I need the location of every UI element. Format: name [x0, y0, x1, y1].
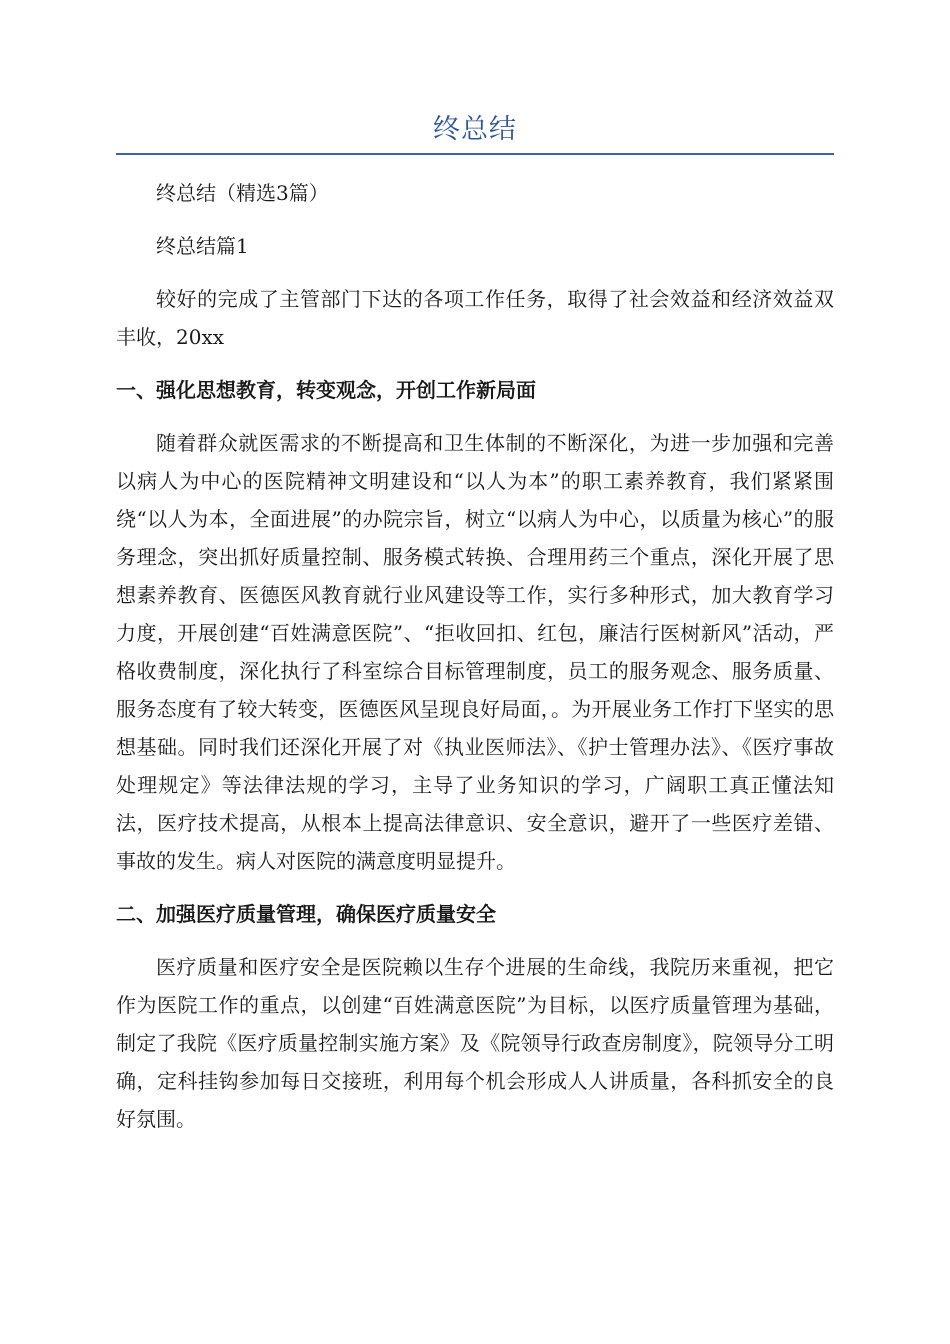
document-body	[116, 174, 834, 1153]
document-subtitle: 终总结（精选3篇）	[156, 181, 329, 205]
section-body-2: 医疗质量和医疗安全是医院赖以生存个进展的生命线，我院历来重视，把它作为医院工作的重点，以创建“百姓满意医院”为目标，以医疗质量管理为基础，制定了我院《医疗质量控制实施方案》及《院领导行政查房制度》，院领导分工明确，定科挂钩参加每日交接班，利用每个机会形成人人讲质量，各科抓安全的良好氛围。	[116, 955, 834, 1131]
section-heading-1: 一、强化思想教育，转变观念，开创工作新局面	[116, 378, 536, 402]
document-title: 终总结	[433, 114, 517, 145]
section-body-1: 随着群众就医需求的不断提高和卫生体制的不断深化，为进一步加强和完善以病人为中心的医院精神文明建设和“以人为本”的职工素养教育，我们紧紧围绕“以人为本，全面进展”的办院宗旨，树立“以病人为中心，以质量为核心”的服务理念，突出抓好质量控制、服务模式转换、合理用药三个重点，深化开展了思想素养教育、医德医风教育就行业风建设等工作，实行多种形式，加大教育学习力度，开展创建“百姓满意医院”、“拒收回扣、红包，廉洁行医树新风”活动，严格收费制度，深化执行了科室综合目标管理制度，员工的服务观念、服务质量、服务态度有了较大转变，医德医风呈现良好局面，。为开展业务工作打下坚实的思想基础。同时我们还深化开展了对《执业医师法》、《护士管理办法》、《医疗事故处理规定》等法律法规的学习，主导了业务知识的学习，广阔职工真正懂法知法，医疗技术提高，从根本上提高法律意识、安全意识，避开了一些医疗差错、事故的发生。病人对医院的满意度明显提升。	[116, 431, 834, 873]
title-divider	[116, 153, 834, 155]
section-heading-2: 二、加强医疗质量管理，确保医疗质量安全	[116, 902, 496, 926]
part-label: 终总结篇1	[156, 234, 249, 258]
intro-paragraph: 较好的完成了主管部门下达的各项工作任务，取得了社会效益和经济效益双丰收，20xx	[116, 287, 834, 349]
